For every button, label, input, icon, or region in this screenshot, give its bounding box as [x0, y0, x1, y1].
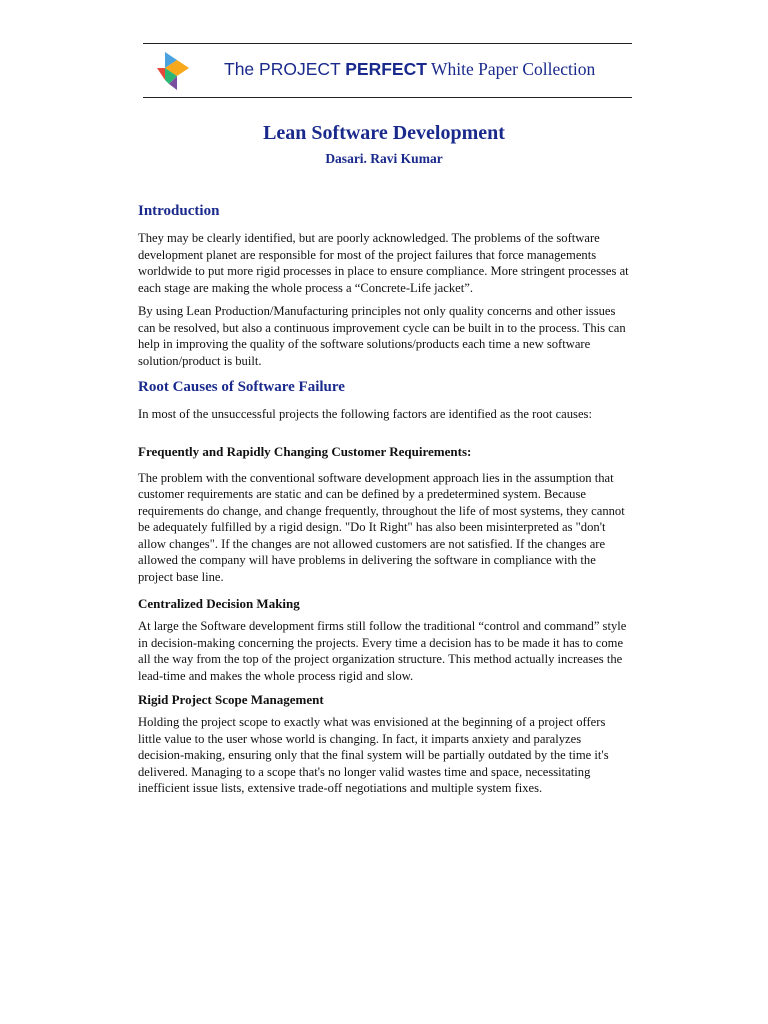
centralized-decision-heading: Centralized Decision Making	[138, 596, 300, 611]
changing-requirements-paragraph: The problem with the conventional software development approach lies in the assumption that customer requirements are static and can be defined by a predetermined system. Because requirements do change, and change frequently, throughout the life of most systems, they cannot be adequately fulfilled by a rigid design. "Do It Right" has also been misinterpreted as "don't allow changes". If the changes are not allowed customers are not satisfied. If the changes are allowed the company will have problems in delivering the software in compliance with the project base line.	[138, 470, 625, 584]
centralized-decision-paragraph: At large the Software development firms still follow the traditional “control and command” style in decision-making concerning the projects. Every time a decision has to be made it has to come all the way from the top of the project organization structure. This method actually increases the lead-time and makes the whole process rigid and slow.	[138, 619, 627, 683]
introduction-paragraph-2: By using Lean Production/Manufacturing principles not only quality concerns and other issues can be resolved, but also a continuous improvement cycle can be built in to the process. This can help in improving the quality of the software solutions/products each time a new software solution/product is built.	[138, 304, 626, 368]
document-title: Lean Software Development	[263, 122, 505, 144]
root-causes-intro: In most of the unsuccessful projects the following factors are identified as the root causes:	[138, 407, 592, 421]
header-prefix: The PROJECT	[224, 59, 346, 79]
document-author: Dasari. Ravi Kumar	[325, 151, 443, 166]
document-body	[138, 200, 630, 804]
header-suffix: White Paper Collection	[426, 59, 596, 79]
header-rule-bottom	[143, 97, 632, 98]
rigid-scope-paragraph: Holding the project scope to exactly what was envisioned at the beginning of a project offers little value to the user whose world is changing. In fact, it imparts anxiety and paralyzes decision-making, ensuring only that the final system will be partially outdated by the time it's delivered. Managing to a scope that's no longer valid wastes time and space, necessitating inefficient issue lists, extensive trade-off negotiations and multiple system fixes.	[138, 715, 609, 795]
project-perfect-logo-icon	[155, 50, 193, 92]
header-rule-top	[143, 43, 632, 44]
introduction-paragraph-1: They may be clearly identified, but are poorly acknowledged. The problems of the software development planet are responsible for most of the project failures that force managements worldwide to put more rigid processes in place to ensure compliance. More stringent processes at each stage are making the whole process a “Concrete-Life jacket”.	[138, 231, 629, 295]
root-causes-heading: Root Causes of Software Failure	[138, 379, 345, 395]
header-brand: PERFECT	[345, 59, 427, 79]
rigid-scope-heading: Rigid Project Scope Management	[138, 692, 324, 707]
header-title	[224, 57, 595, 81]
changing-requirements-heading: Frequently and Rapidly Changing Customer Requirements:	[138, 443, 472, 459]
introduction-heading: Introduction	[138, 203, 220, 219]
